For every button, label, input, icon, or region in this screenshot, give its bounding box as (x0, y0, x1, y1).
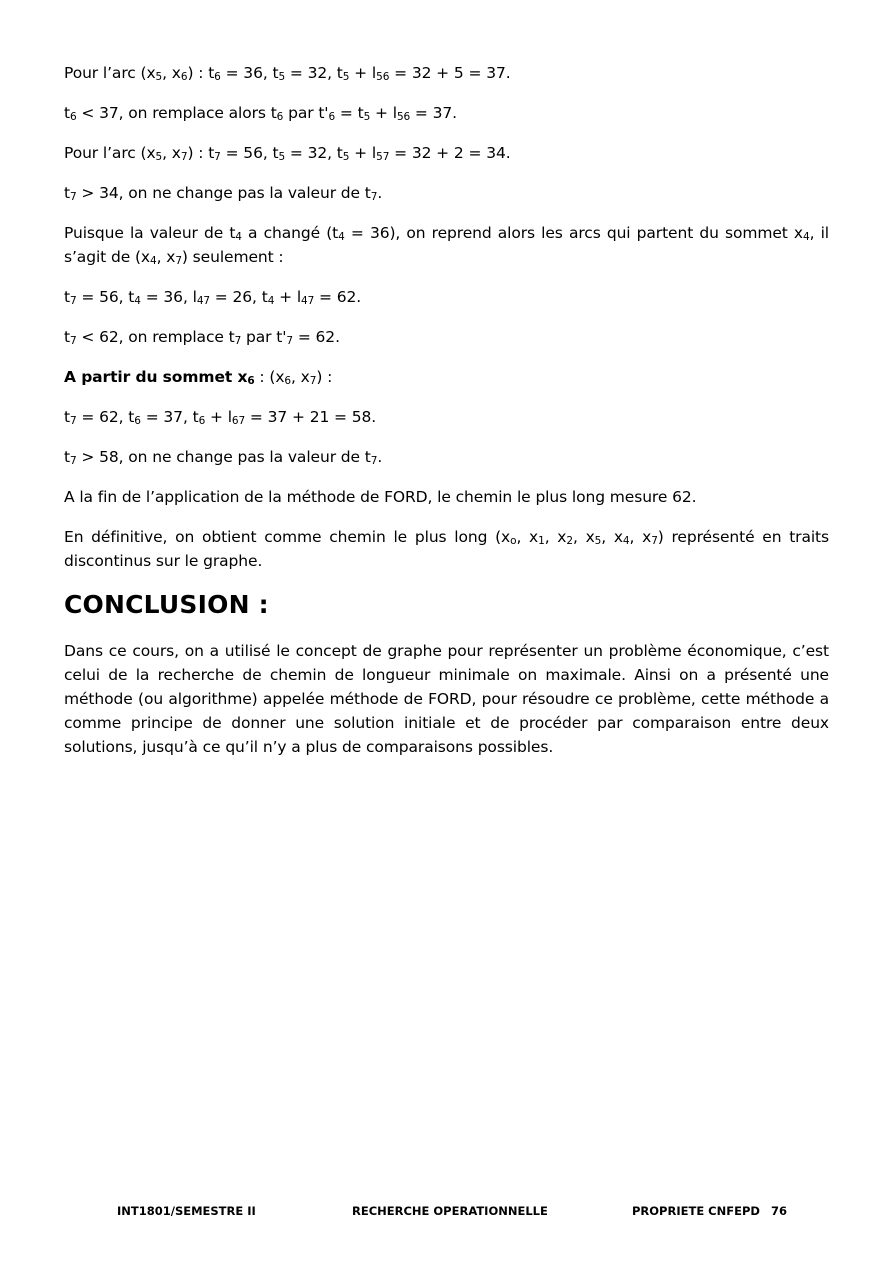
subscript-index: 7 (370, 455, 378, 467)
text-run: t (64, 448, 70, 466)
text-run: = 56, t (76, 288, 135, 306)
from-vertex-x6-label (64, 368, 255, 386)
conclusion-heading: CONCLUSION : (64, 590, 269, 619)
conclusion-text: Dans ce cours, on a utilisé le concept de graphe pour représenter un problème économique, c’est celui de la recherche de chemin de longueur minimale on maximale. Ainsi on a présenté une méthode (ou algorithme) appelée méthode de FORD, pour résoudre ce problème, cette méthode a comme principe de donner une solution initiale et de procéder par comparaison entre deux solutions, jusqu’à ce qu’il n’y a plus de comparaisons possibles. (64, 642, 829, 756)
subscript-index: 47 (196, 295, 210, 307)
from-vertex-x6-line (64, 365, 829, 389)
subscript-index: o (510, 535, 517, 547)
arc-x5-x7-line (64, 141, 829, 165)
text-run: par t' (241, 328, 287, 346)
text-run: = 32, t (285, 64, 343, 82)
subscript-index: 5 (342, 71, 350, 83)
t4-changed-paragraph (64, 221, 829, 269)
text-run: = 37, t (140, 408, 199, 426)
text-run: = 36, l (140, 288, 197, 306)
page-body (64, 61, 829, 775)
text-run: En définitive, on obtient comme chemin le plus long (x (64, 528, 511, 546)
text-run: ) : (316, 368, 333, 386)
text-run: < 37, on remplace alors t (76, 104, 277, 122)
subscript-index: 5 (342, 151, 350, 163)
subscript-index: 67 (231, 415, 246, 427)
text-run: + l (205, 408, 232, 426)
subscript-index: 7 (651, 535, 658, 547)
text-run: t (64, 184, 70, 202)
text-run: . (377, 184, 383, 202)
subscript-index: 6 (134, 415, 141, 427)
text-run: ) représenté en traits discontinus sur le graphe. (64, 528, 830, 570)
text-run: = 36), on reprend alors les arcs qui partent du sommet x (344, 224, 803, 242)
subscript-index: 6 (247, 375, 255, 387)
text-run: = 32 + 5 = 37. (389, 64, 511, 82)
t7-t4-values-line (64, 285, 829, 309)
replace-t7-line (64, 325, 829, 349)
subscript-index: 6 (276, 111, 284, 123)
subscript-index: 4 (149, 255, 157, 267)
text-run: + l (274, 288, 302, 306)
subscript-index: 7 (214, 151, 221, 163)
text-run: t (64, 288, 70, 306)
text-run: < 62, on remplace t (76, 328, 235, 346)
subscript-index: 7 (69, 335, 77, 347)
text-run: t (64, 408, 70, 426)
subscript-index: 6 (180, 71, 188, 83)
text-run: par t' (283, 104, 329, 122)
text-run: ) seulement : (181, 248, 284, 266)
text-run: ) : t (187, 64, 215, 82)
subscript-index: 5 (278, 71, 286, 83)
arc-x5-x6-line (64, 61, 829, 85)
text-run: , x (572, 528, 595, 546)
replace-t6-line (64, 101, 829, 125)
page-footer (0, 1204, 893, 1222)
subscript-index: 47 (301, 295, 315, 307)
text-run: = 32 + 2 = 34. (389, 144, 511, 162)
subscript-index: 5 (278, 151, 286, 163)
text-run: , x (516, 528, 539, 546)
subscript-index: 57 (376, 151, 390, 163)
page-number: 76 (771, 1204, 788, 1218)
no-change-t7-line (64, 181, 829, 205)
subscript-index: 7 (175, 255, 182, 267)
text-run: + l (370, 104, 397, 122)
subscript-index: 6 (69, 111, 77, 123)
text-run: , x (629, 528, 652, 546)
subscript-index: 7 (370, 191, 378, 203)
footer-course-code: INT1801/SEMESTRE II (117, 1204, 256, 1218)
text-run: > 34, on ne change pas la valeur de t (76, 184, 371, 202)
text-run: a changé (t (241, 224, 339, 242)
subscript-index: 2 (566, 535, 573, 547)
text-run: = 62, t (76, 408, 135, 426)
text-run: t (64, 104, 70, 122)
subscript-index: 4 (134, 295, 141, 307)
subscript-index: 7 (69, 455, 77, 467)
subscript-index: 4 (622, 535, 630, 547)
no-change-t7-final-line (64, 445, 829, 469)
text-run: = 37 + 21 = 58. (245, 408, 377, 426)
subscript-index: 56 (376, 71, 390, 83)
text-run: > 58, on ne change pas la valeur de t (76, 448, 371, 466)
text-run: = 62. (314, 288, 362, 306)
subscript-index: 7 (309, 375, 317, 387)
text-run: Pour l’arc (x (64, 144, 156, 162)
subscript-index: 5 (363, 111, 371, 123)
subscript-index: 56 (396, 111, 411, 123)
subscript-index: 7 (69, 295, 77, 307)
subscript-index: 4 (802, 231, 810, 243)
subscript-index: 6 (328, 111, 336, 123)
subscript-index: 7 (234, 335, 242, 347)
longest-path-paragraph (64, 525, 829, 573)
from-vertex-x6-arc (255, 368, 333, 386)
text-run: , x (544, 528, 567, 546)
subscript-index: 4 (267, 295, 275, 307)
footer-ownership: PROPRIETE CNFEPD (632, 1204, 760, 1218)
text-run: t (64, 328, 70, 346)
text-run: = 62. (293, 328, 340, 346)
text-run: = 26, t (209, 288, 268, 306)
text-run: , x (601, 528, 623, 546)
text-run: A partir du sommet x (64, 368, 248, 386)
subscript-index: 1 (538, 535, 545, 547)
subscript-index: 5 (594, 535, 602, 547)
text-run: Pour l’arc (x (64, 64, 156, 82)
text-run: Puisque la valeur de t (64, 224, 236, 242)
text-run: : (x (254, 368, 285, 386)
subscript-index: 7 (69, 415, 77, 427)
subscript-index: 7 (286, 335, 293, 347)
subscript-index: 5 (155, 151, 163, 163)
text-run: = 36, t (220, 64, 279, 82)
text-run: , x (162, 64, 181, 82)
subscript-index: 4 (338, 231, 345, 243)
subscript-index: 7 (180, 151, 188, 163)
text-run: , x (156, 248, 176, 266)
text-run: , x (162, 144, 181, 162)
footer-course-title: RECHERCHE OPERATIONNELLE (352, 1204, 548, 1218)
subscript-index: 4 (235, 231, 242, 243)
text-run: = t (335, 104, 364, 122)
text-run: + l (349, 144, 377, 162)
t7-t6-values-line (64, 405, 829, 429)
subscript-index: 7 (69, 191, 77, 203)
text-run: . (377, 448, 383, 466)
text-run: = 56, t (220, 144, 279, 162)
text-run: + l (349, 64, 377, 82)
subscript-index: 6 (284, 375, 291, 387)
subscript-index: 6 (214, 71, 221, 83)
subscript-index: 5 (155, 71, 163, 83)
text-run: ) : t (187, 144, 215, 162)
text-run: , x (290, 368, 310, 386)
ford-result-line: A la fin de l’application de la méthode de FORD, le chemin le plus long mesure 62. (64, 488, 697, 506)
text-run: = 37. (410, 104, 458, 122)
text-run: = 32, t (285, 144, 343, 162)
subscript-index: 6 (198, 415, 206, 427)
text-run: , il s’agit de (x (64, 224, 829, 266)
